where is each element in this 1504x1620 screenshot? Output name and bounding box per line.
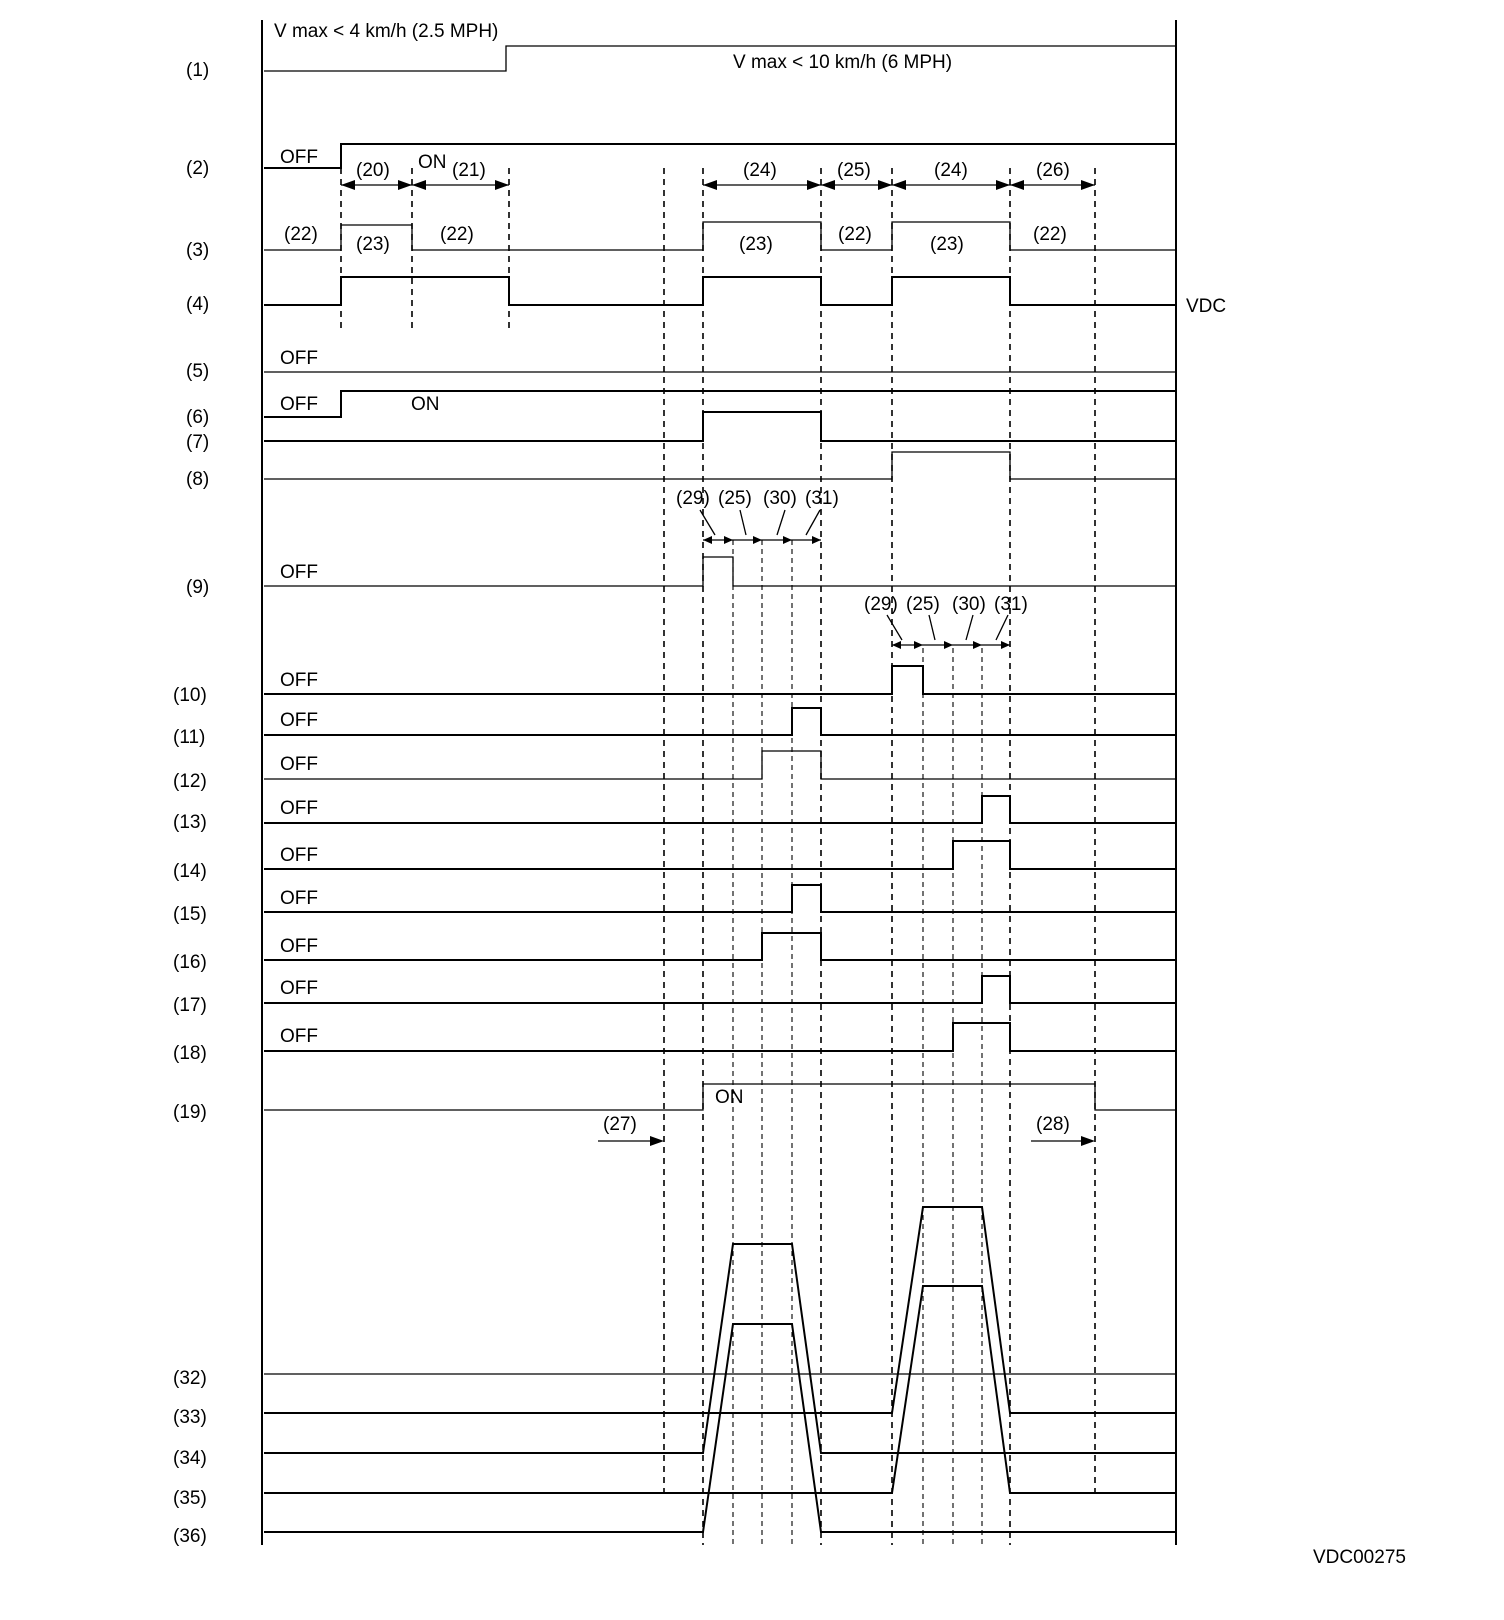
row-label: (34) <box>173 1448 207 1469</box>
marker-20: (20) <box>356 160 390 181</box>
signal-6-on: ON <box>411 394 440 415</box>
marker-30b: (30) <box>952 594 986 615</box>
signal-9-trace <box>264 557 1176 586</box>
marker-22d: (22) <box>1033 224 1067 245</box>
signal-6-trace <box>264 391 1176 417</box>
speed-high-label: V max < 10 km/h (6 MPH) <box>733 52 953 73</box>
signal-2-off: OFF <box>280 147 318 168</box>
signal-36-trace <box>264 1324 1176 1532</box>
row-label: (17) <box>173 995 207 1016</box>
marker-23b: (23) <box>739 234 773 255</box>
marker-24a: (24) <box>743 160 777 181</box>
signal-15-trace <box>264 885 1176 912</box>
marker-28-arrowhead <box>1081 1136 1095 1146</box>
diagram-id: VDC00275 <box>1313 1547 1406 1568</box>
signal-12-off: OFF <box>280 754 318 775</box>
signal-6-off: OFF <box>280 394 318 415</box>
row-label: (32) <box>173 1368 207 1389</box>
row-label: (3) <box>186 240 210 261</box>
marker-31b: (31) <box>994 594 1028 615</box>
phase-arrows-1 <box>700 510 821 544</box>
row-label: (6) <box>186 407 210 428</box>
signal-12-trace <box>264 751 1176 779</box>
row-label: (1) <box>186 60 210 81</box>
marker-22a: (22) <box>284 224 318 245</box>
marker-25c: (25) <box>906 594 940 615</box>
signal-10-off: OFF <box>280 670 318 691</box>
marker-29a: (29) <box>676 488 710 509</box>
signal-1-trace <box>264 46 1176 71</box>
marker-31a: (31) <box>805 488 839 509</box>
signal-10-trace <box>264 666 1176 694</box>
marker-25b: (25) <box>718 488 752 509</box>
signal-14-trace <box>264 841 1176 869</box>
signal-17-trace <box>264 976 1176 1003</box>
row-label: (16) <box>173 952 207 973</box>
signal-11-trace <box>264 708 1176 735</box>
row-label: (14) <box>173 861 207 882</box>
marker-27-arrowhead <box>650 1136 664 1146</box>
signal-14-off: OFF <box>280 845 318 866</box>
row-label: (33) <box>173 1407 207 1428</box>
row-label: (18) <box>173 1043 207 1064</box>
signal-16-trace <box>264 933 1176 960</box>
signal-13-off: OFF <box>280 798 318 819</box>
marker-23c: (23) <box>930 234 964 255</box>
row-label: (11) <box>173 727 206 748</box>
time-markers <box>341 168 1095 1545</box>
row-label: (35) <box>173 1488 207 1509</box>
signal-17-off: OFF <box>280 978 318 999</box>
signal-34-trace <box>264 1244 1176 1453</box>
marker-25a: (25) <box>837 160 871 181</box>
marker-22c: (22) <box>838 224 872 245</box>
marker-23a: (23) <box>356 234 390 255</box>
row-label: (4) <box>186 294 210 315</box>
signal-35-trace <box>264 1286 1176 1493</box>
marker-29b: (29) <box>864 594 898 615</box>
signal-2-on: ON <box>418 152 447 173</box>
interval-arrows-top <box>341 180 1095 190</box>
marker-21: (21) <box>452 160 486 181</box>
row-label: (19) <box>173 1102 207 1123</box>
signal-9-off: OFF <box>280 562 318 583</box>
marker-24b: (24) <box>934 160 968 181</box>
marker-27: (27) <box>603 1114 637 1135</box>
row-label: (2) <box>186 158 210 179</box>
signal-33-trace <box>264 1207 1176 1413</box>
signal-18-trace <box>264 1023 1176 1051</box>
row-labels <box>173 60 209 1547</box>
vdc-label: VDC <box>1186 296 1227 317</box>
signal-15-off: OFF <box>280 888 318 909</box>
marker-30a: (30) <box>763 488 797 509</box>
row-label: (8) <box>186 469 210 490</box>
marker-26: (26) <box>1036 160 1070 181</box>
marker-22b: (22) <box>440 224 474 245</box>
signal-16-off: OFF <box>280 936 318 957</box>
signal-19-on: ON <box>715 1087 744 1108</box>
signal-13-trace <box>264 796 1176 823</box>
marker-28: (28) <box>1036 1114 1070 1135</box>
speed-low-label: V max < 4 km/h (2.5 MPH) <box>274 21 499 42</box>
row-label: (9) <box>186 577 210 598</box>
phase-arrows-2 <box>887 615 1010 649</box>
signal-4-trace <box>264 277 1176 305</box>
signal-18-off: OFF <box>280 1026 318 1047</box>
signal-5-off: OFF <box>280 348 318 369</box>
row-label: (7) <box>186 432 210 453</box>
row-label: (5) <box>186 361 210 382</box>
row-label: (10) <box>173 685 207 706</box>
row-label: (36) <box>173 1526 207 1547</box>
row-label: (15) <box>173 904 207 925</box>
signal-7-trace <box>264 412 1176 441</box>
signal-11-off: OFF <box>280 710 318 731</box>
signal-8-trace <box>264 452 1176 479</box>
row-label: (13) <box>173 812 207 833</box>
row-label: (12) <box>173 771 207 792</box>
